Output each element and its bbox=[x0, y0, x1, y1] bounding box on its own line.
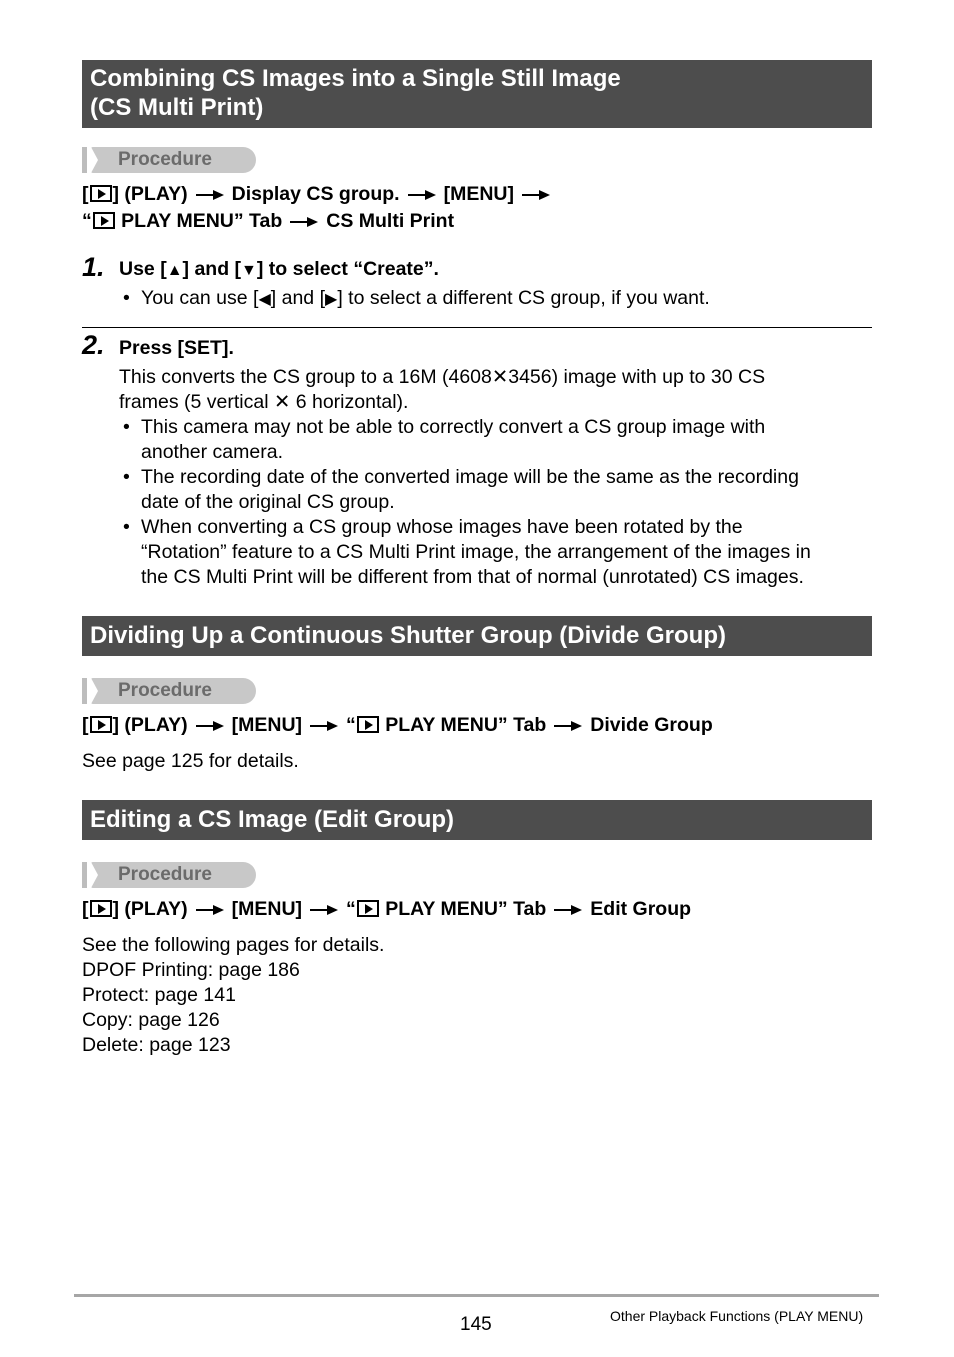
arrow-right-icon bbox=[408, 190, 436, 200]
section-title-line2: (CS Multi Print) bbox=[90, 94, 264, 121]
section-header-cs-multi-print bbox=[82, 60, 872, 128]
bullet-item: • The recording date of the converted image will be the same as the recording date of the original CS group. bbox=[123, 466, 799, 513]
procedure-tag bbox=[82, 678, 256, 704]
procedure-label: Procedure bbox=[118, 864, 212, 885]
step-title: Press [SET]. bbox=[119, 337, 234, 359]
play-icon bbox=[357, 900, 379, 917]
times-icon: ✕ bbox=[273, 391, 291, 413]
menu-path: [ ] (PLAY) [MENU] “ PLAY MENU” Tab Edit Group bbox=[82, 898, 692, 920]
page-reference: Protect: page 141 bbox=[82, 984, 236, 1006]
right-arrow-icon: ▶ bbox=[325, 291, 338, 308]
section-title-line1: Combining CS Images into a Single Still Image bbox=[90, 65, 621, 92]
menu-path: [ ] (PLAY) Display CS group. [MENU] bbox=[82, 181, 558, 208]
bullet-item: • You can use [◀] and [▶] to select a different CS group, if you want. bbox=[123, 287, 710, 309]
procedure-tag bbox=[82, 147, 256, 173]
play-icon bbox=[357, 716, 379, 733]
arrow-right-icon bbox=[290, 217, 318, 227]
times-icon: ✕ bbox=[491, 366, 509, 388]
section-header-edit-group bbox=[82, 800, 872, 840]
section-title: Dividing Up a Continuous Shutter Group (Divide Group) bbox=[90, 622, 726, 649]
section-body bbox=[82, 933, 384, 1058]
menu-path: [ ] (PLAY) [MENU] “ PLAY MENU” Tab Divide Group bbox=[82, 714, 713, 736]
arrow-right-icon bbox=[196, 721, 224, 731]
play-icon bbox=[90, 185, 112, 202]
play-icon bbox=[90, 716, 112, 733]
play-icon bbox=[90, 900, 112, 917]
arrow-right-icon bbox=[196, 905, 224, 915]
page-reference: Copy: page 126 bbox=[82, 1009, 220, 1031]
page-number: 145 bbox=[460, 1314, 492, 1335]
step-body: This converts the CS group to a 16M (4608✕3456) image with up to 30 CS frames (5 vertical ✕ 6 horizontal). bbox=[119, 366, 766, 413]
procedure-label: Procedure bbox=[118, 149, 212, 170]
procedure-label: Procedure bbox=[118, 680, 212, 701]
arrow-right-icon bbox=[196, 190, 224, 200]
footer-rule bbox=[74, 1294, 879, 1297]
page-reference: DPOF Printing: page 186 bbox=[82, 959, 300, 981]
arrow-right-icon bbox=[310, 905, 338, 915]
left-arrow-icon: ◀ bbox=[258, 291, 271, 308]
step-number: 1. bbox=[82, 252, 105, 282]
menu-path-continued: “ PLAY MENU” Tab CS Multi Print bbox=[82, 210, 455, 232]
body-line: See the following pages for details. bbox=[82, 934, 385, 956]
step-number: 2. bbox=[82, 330, 105, 360]
arrow-right-icon bbox=[554, 721, 582, 731]
arrow-right-icon bbox=[522, 190, 550, 200]
up-arrow-icon: ▲ bbox=[166, 262, 183, 279]
step-title: Use [▲] and [▼] to select “Create”. bbox=[119, 258, 439, 280]
section-header-divide-group bbox=[82, 616, 872, 656]
down-arrow-icon: ▼ bbox=[241, 262, 257, 279]
procedure-tag bbox=[82, 862, 256, 888]
section-title: Editing a CS Image (Edit Group) bbox=[90, 806, 455, 833]
divider bbox=[82, 327, 872, 328]
arrow-right-icon bbox=[310, 721, 338, 731]
section-body: See page 125 for details. bbox=[82, 750, 299, 772]
page-reference: Delete: page 123 bbox=[82, 1034, 231, 1056]
footer-section-title: Other Playback Functions (PLAY MENU) bbox=[610, 1308, 864, 1324]
bullet-item: • When converting a CS group whose images have been rotated by the “Rotation” feature to a CS Multi Print image, the arrangement of the images in the CS Multi Print will be different from that of normal (unrotated) CS images. bbox=[123, 516, 811, 588]
bullet-item: • This camera may not be able to correctly convert a CS group image with another camera. bbox=[123, 416, 766, 463]
play-icon bbox=[93, 212, 115, 229]
arrow-right-icon bbox=[554, 905, 582, 915]
